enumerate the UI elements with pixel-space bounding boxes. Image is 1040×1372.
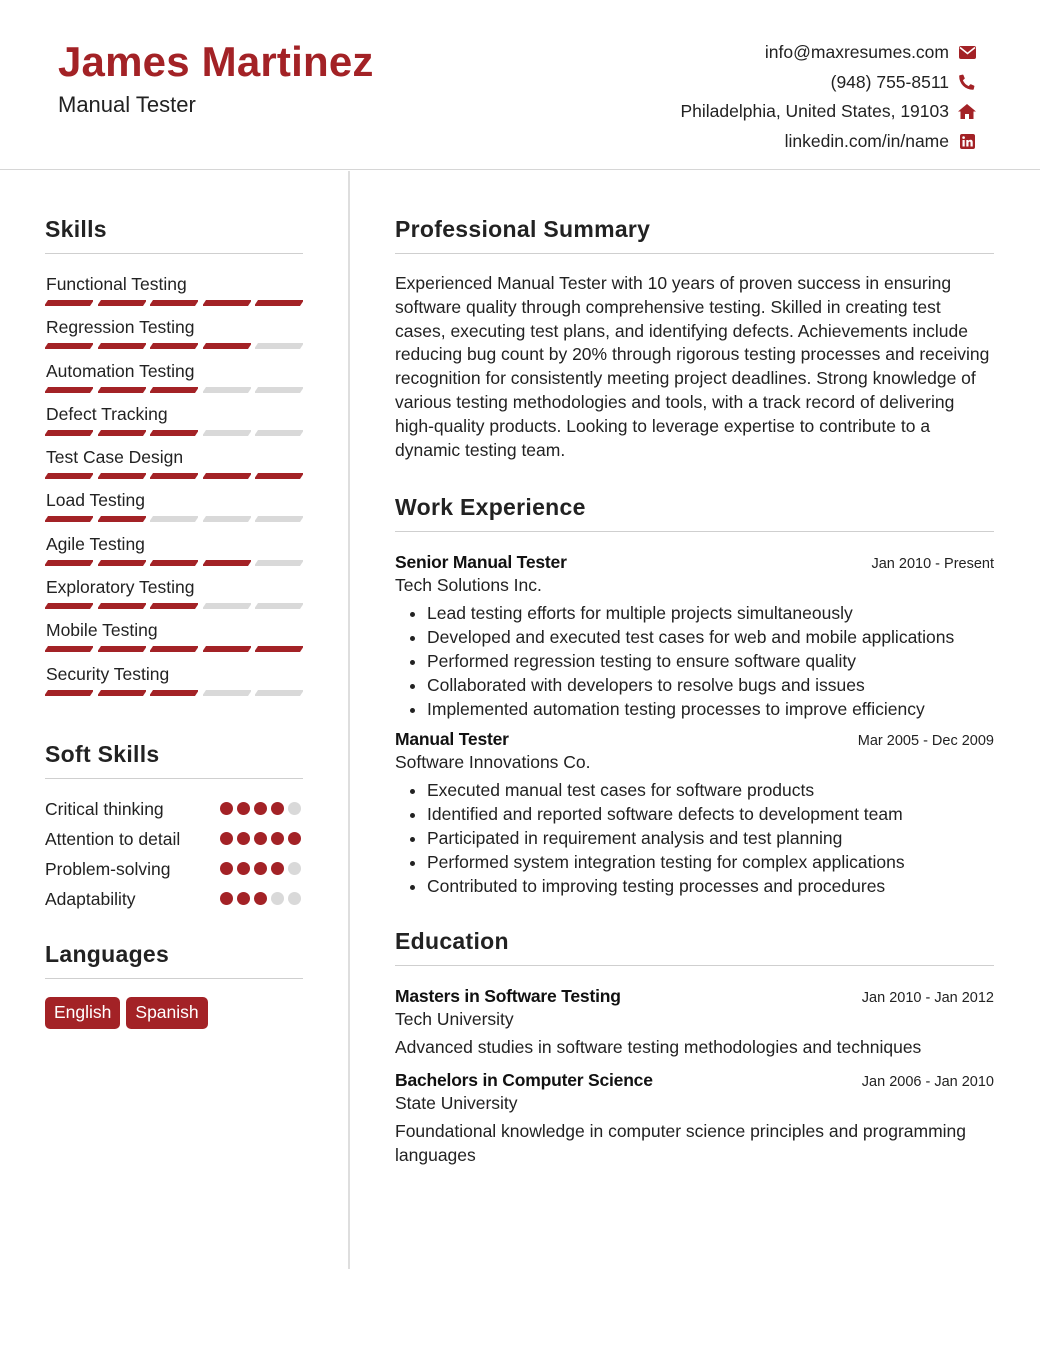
job-bullet: • Executed manual test cases for software products xyxy=(427,779,994,803)
education-header xyxy=(395,1070,994,1091)
skill-level-segment xyxy=(203,603,251,609)
skill-level-segment xyxy=(45,690,93,696)
skill-level-bar xyxy=(45,430,303,436)
skill-level-segment xyxy=(98,690,146,696)
email-text[interactable]: info@maxresumes.com xyxy=(764,42,949,63)
skill-item xyxy=(45,534,303,577)
skill-name: Regression Testing xyxy=(46,317,195,338)
skill-level-segment xyxy=(150,560,198,566)
skill-item xyxy=(45,317,303,360)
skill-level-segment xyxy=(150,516,198,522)
rating-dot xyxy=(254,832,267,845)
linkedin-text[interactable]: linkedin.com/in/name xyxy=(784,130,949,151)
skill-level-bar xyxy=(45,516,303,522)
soft-skill-item xyxy=(45,827,303,851)
rating-dot xyxy=(237,892,250,905)
skill-level-segment xyxy=(203,430,251,436)
soft-skill-rating xyxy=(220,827,303,845)
rating-dot xyxy=(237,802,250,815)
languages-list xyxy=(45,997,303,1029)
skill-item xyxy=(45,577,303,620)
education-description: Foundational knowledge in computer science principles and programming languages xyxy=(395,1121,967,1165)
skill-name: Security Testing xyxy=(46,663,170,684)
job-bullets xyxy=(395,602,994,721)
skill-level-bar xyxy=(45,473,303,479)
skills-list xyxy=(45,274,303,707)
skill-level-segment xyxy=(150,300,198,306)
job-bullet: • Performed regression testing to ensure software quality xyxy=(427,650,994,674)
rating-dot xyxy=(288,832,301,845)
degree-title: Bachelors in Computer Science xyxy=(395,1070,653,1091)
language-badge: English xyxy=(45,997,120,1029)
skill-level-segment xyxy=(203,343,251,349)
skill-name: Functional Testing xyxy=(46,274,187,294)
summary-text: Experienced Manual Tester with 10 years of proven success in ensuring software quality through comprehensive testing. Skilled in creating test cases, executing test plans, and identifying defects. Achievements include reducing bug count by 20% through rigorous testing processes and receiving recognition for consistently meeting project deadlines. Strong knowledge of various testing methodologies and tools, with a track record of delivering high-quality products. Looking to leverage expertise to contribute to a dynamic testing team. xyxy=(395,273,990,460)
skill-level-segment xyxy=(98,516,146,522)
skill-level-segment xyxy=(98,430,146,436)
job-bullet: • Contributed to improving testing processes and procedures xyxy=(427,875,994,899)
education-entry xyxy=(395,986,994,1060)
skill-level-segment xyxy=(255,516,303,522)
skill-level-segment xyxy=(98,473,146,479)
skill-level-segment xyxy=(203,560,251,566)
skill-level-segment xyxy=(98,387,146,393)
rating-dot xyxy=(288,892,301,905)
skill-level-segment xyxy=(45,300,93,306)
skill-level-segment xyxy=(255,646,303,652)
skill-level-bar xyxy=(45,387,303,393)
company-name: Tech Solutions Inc. xyxy=(395,575,542,596)
language-badge: Spanish xyxy=(126,997,207,1029)
skill-level-segment xyxy=(98,300,146,306)
education-description: Advanced studies in software testing methodologies and techniques xyxy=(395,1037,922,1058)
skill-name: Test Case Design xyxy=(46,447,184,468)
soft-skill-item xyxy=(45,797,303,821)
rating-dot xyxy=(220,862,233,875)
summary-heading: Professional Summary xyxy=(395,216,994,254)
skill-level-segment xyxy=(255,603,303,609)
skill-name: Exploratory Testing xyxy=(46,577,195,598)
skill-item xyxy=(45,404,303,447)
skill-level-segment xyxy=(255,473,303,479)
skill-level-segment xyxy=(203,473,251,479)
column-divider xyxy=(348,171,350,1269)
skill-level-segment xyxy=(150,430,198,436)
skill-level-segment xyxy=(255,430,303,436)
skill-level-segment xyxy=(203,387,251,393)
skills-heading: Skills xyxy=(45,216,303,254)
education-heading: Education xyxy=(395,928,994,966)
education-entry xyxy=(395,1070,994,1168)
contact-location xyxy=(476,97,976,127)
rating-dot xyxy=(271,892,284,905)
job-bullet: • Performed system integration testing for complex applications xyxy=(427,851,994,875)
job-entry xyxy=(395,729,994,898)
candidate-name: James Martinez xyxy=(58,38,374,85)
rating-dot xyxy=(254,802,267,815)
skill-level-segment xyxy=(98,560,146,566)
skill-level-segment xyxy=(255,560,303,566)
job-bullet: • Collaborated with developers to resolve bugs and issues xyxy=(427,674,994,698)
contact-phone[interactable] xyxy=(476,68,976,98)
rating-dot xyxy=(271,802,284,815)
skill-level-bar xyxy=(45,300,303,306)
rating-dot xyxy=(254,862,267,875)
rating-dot xyxy=(220,892,233,905)
skill-name: Mobile Testing xyxy=(46,620,158,641)
skill-level-segment xyxy=(150,343,198,349)
contact-linkedin[interactable] xyxy=(476,127,976,157)
job-bullet: • Participated in requirement analysis and test planning xyxy=(427,827,994,851)
skill-item xyxy=(45,664,303,707)
skill-item xyxy=(45,361,303,404)
location-text: Philadelphia, United States, 19103 xyxy=(680,101,949,122)
main-content xyxy=(395,200,994,1168)
skill-level-segment xyxy=(98,646,146,652)
skill-level-segment xyxy=(203,516,251,522)
skill-item xyxy=(45,274,303,317)
job-entry xyxy=(395,552,994,721)
education-date: Jan 2010 - Jan 2012 xyxy=(861,990,994,1007)
phone-text[interactable]: (948) 755-8511 xyxy=(830,71,949,92)
soft-skill-item xyxy=(45,887,303,911)
experience-list xyxy=(395,552,994,898)
skill-level-bar xyxy=(45,646,303,652)
contact-email[interactable] xyxy=(476,38,976,68)
soft-skills-heading: Soft Skills xyxy=(45,741,303,779)
skill-level-segment xyxy=(150,387,198,393)
job-bullet: • Developed and executed test cases for web and mobile applications xyxy=(427,626,994,650)
school-name: Tech University xyxy=(395,1009,514,1030)
rating-dot xyxy=(237,832,250,845)
candidate-role: Manual Tester xyxy=(58,92,196,117)
rating-dot xyxy=(237,862,250,875)
soft-skill-name: Critical thinking xyxy=(45,798,164,819)
skill-level-bar xyxy=(45,343,303,349)
skill-level-segment xyxy=(150,690,198,696)
soft-skill-rating xyxy=(220,797,303,815)
job-bullet: • Implemented automation testing processes to improve efficiency xyxy=(427,698,994,722)
soft-skill-rating xyxy=(220,857,303,875)
contact-list xyxy=(476,38,976,156)
skill-level-segment xyxy=(45,430,93,436)
rating-dot xyxy=(220,832,233,845)
skill-name: Load Testing xyxy=(46,490,145,511)
skill-level-segment xyxy=(150,646,198,652)
skill-name: Agile Testing xyxy=(46,533,145,554)
education-list xyxy=(395,986,994,1167)
skill-level-segment xyxy=(150,603,198,609)
skill-name: Defect Tracking xyxy=(46,403,168,424)
skill-level-segment xyxy=(203,690,251,696)
experience-heading: Work Experience xyxy=(395,494,994,532)
linkedin-icon xyxy=(958,132,976,150)
skill-level-segment xyxy=(255,343,303,349)
skill-level-segment xyxy=(45,343,93,349)
skill-level-segment xyxy=(45,603,93,609)
sidebar xyxy=(45,200,303,1029)
skill-level-segment xyxy=(255,300,303,306)
rating-dot xyxy=(271,832,284,845)
skill-level-segment xyxy=(98,603,146,609)
rating-dot xyxy=(288,802,301,815)
skill-level-bar xyxy=(45,560,303,566)
home-icon xyxy=(958,103,976,121)
skill-level-segment xyxy=(45,646,93,652)
soft-skill-name: Attention to detail xyxy=(45,828,181,849)
school-name: State University xyxy=(395,1093,518,1114)
phone-icon xyxy=(958,73,976,91)
skill-level-segment xyxy=(45,473,93,479)
skill-level-bar xyxy=(45,690,303,696)
skill-level-segment xyxy=(255,387,303,393)
degree-title: Masters in Software Testing xyxy=(395,986,621,1007)
soft-skill-name: Adaptability xyxy=(45,888,136,909)
skill-level-segment xyxy=(45,387,93,393)
rating-dot xyxy=(271,862,284,875)
job-title: Manual Tester xyxy=(395,729,509,750)
skill-level-segment xyxy=(45,560,93,566)
education-date: Jan 2006 - Jan 2010 xyxy=(861,1074,994,1091)
soft-skill-item xyxy=(45,857,303,881)
job-date: Jan 2010 - Present xyxy=(871,556,994,573)
job-bullet: • Lead testing efforts for multiple projects simultaneously xyxy=(427,602,994,626)
resume-header xyxy=(0,0,1040,170)
job-header xyxy=(395,729,994,750)
skill-level-segment xyxy=(98,343,146,349)
job-header xyxy=(395,552,994,573)
skill-level-segment xyxy=(203,646,251,652)
job-bullet: • Identified and reported software defects to development team xyxy=(427,803,994,827)
skill-item xyxy=(45,447,303,490)
skill-item xyxy=(45,490,303,533)
job-bullets xyxy=(395,779,994,898)
job-date: Mar 2005 - Dec 2009 xyxy=(857,733,994,750)
company-name: Software Innovations Co. xyxy=(395,752,591,773)
soft-skill-rating xyxy=(220,887,303,905)
skill-name: Automation Testing xyxy=(46,360,195,381)
languages-heading: Languages xyxy=(45,941,303,979)
skill-level-segment xyxy=(45,516,93,522)
envelope-icon xyxy=(958,44,976,62)
skill-level-bar xyxy=(45,603,303,609)
rating-dot xyxy=(254,892,267,905)
skill-item xyxy=(45,620,303,663)
skill-level-segment xyxy=(150,473,198,479)
rating-dot xyxy=(288,862,301,875)
education-header xyxy=(395,986,994,1007)
job-title: Senior Manual Tester xyxy=(395,552,567,573)
skill-level-segment xyxy=(255,690,303,696)
soft-skills-list xyxy=(45,797,303,911)
rating-dot xyxy=(220,802,233,815)
skill-level-segment xyxy=(203,300,251,306)
soft-skill-name: Problem-solving xyxy=(45,858,171,879)
